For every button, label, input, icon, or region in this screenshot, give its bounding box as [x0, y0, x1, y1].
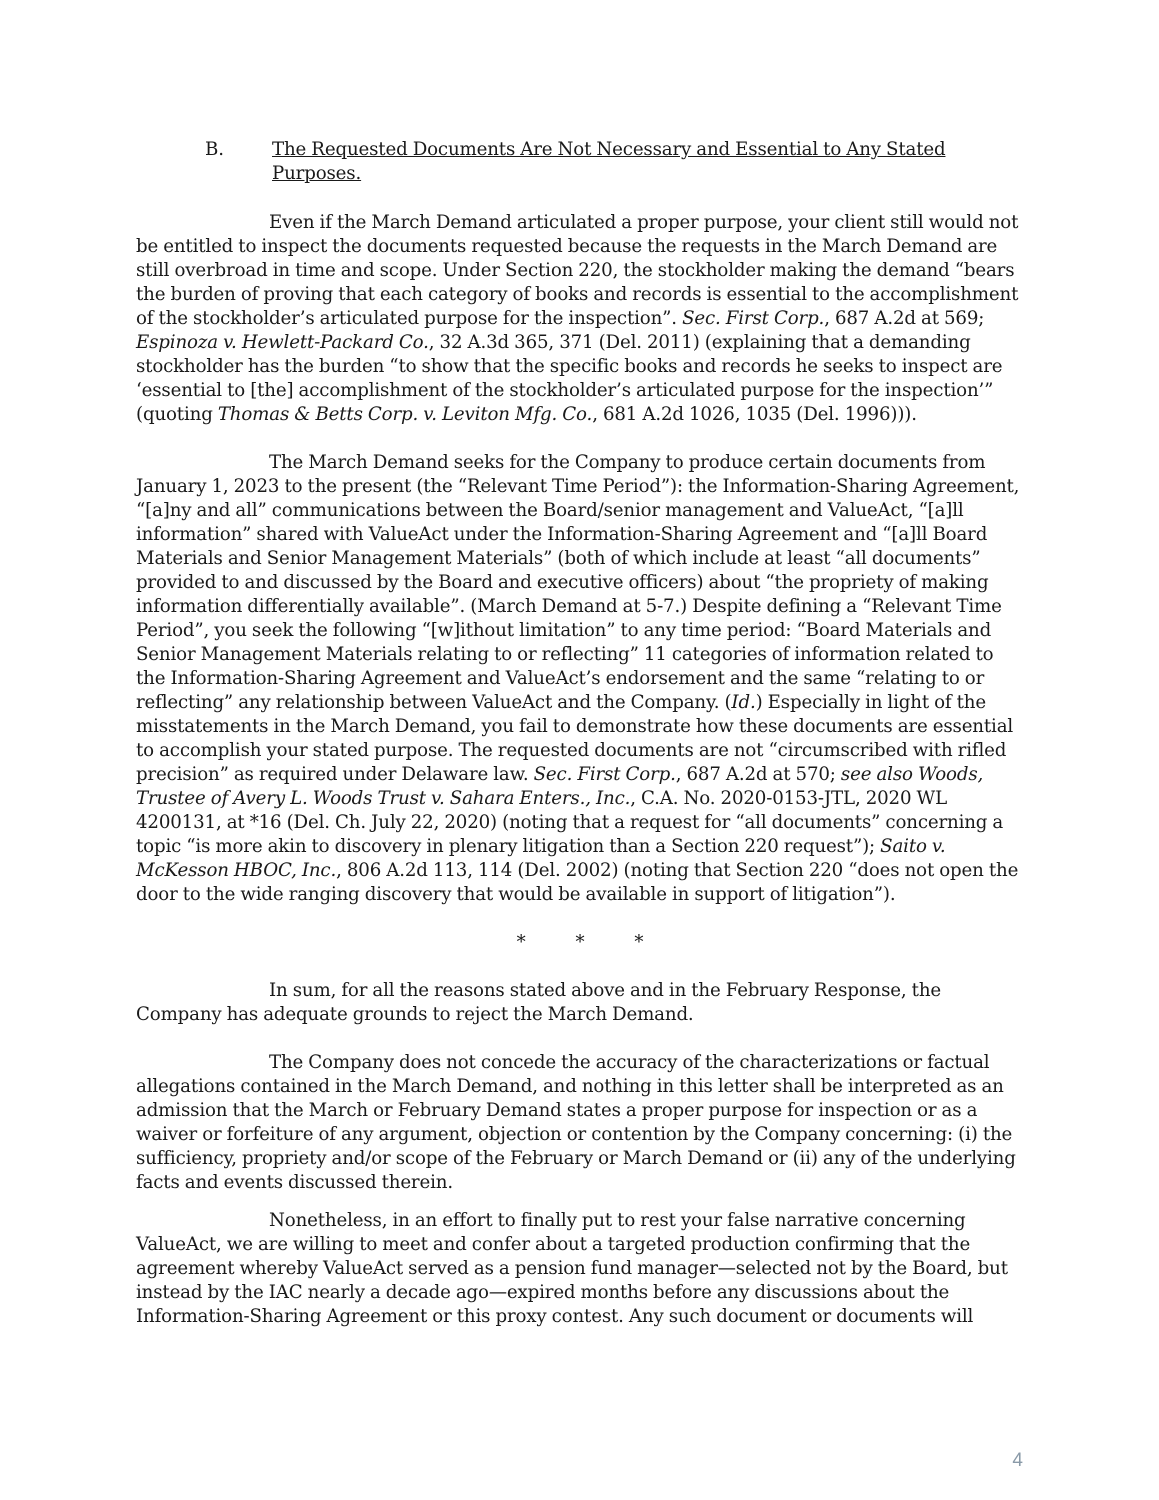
paragraph-burden-of-proof: [136, 211, 1024, 427]
asterisk: *: [634, 932, 644, 953]
p2-citation-4: Saito v. McKesson HBOC, Inc.: [136, 836, 946, 881]
p1-text-1: Even if the March Demand articulated a proper purpose, your client still would not be entitled to inspect the documents requested because the requests in the March Demand are still overbroad in time and scope. Under Section 220, the stockholder making the demand “bears the burden of proving that each category of books and records is essential to the accomplishment of the stockholder’s articulated purpose for the inspection”.: [136, 212, 1019, 329]
asterisk: *: [516, 932, 526, 953]
p1-text-4: , 681 A.2d 1026, 1035 (Del. 1996))).: [592, 404, 917, 425]
paragraph-in-sum: In sum, for all the reasons stated above and in the February Response, the Company has adequate grounds to reject the March Demand.: [136, 980, 941, 1025]
p1-citation-1: Sec. First Corp.: [682, 308, 825, 329]
p2-citation-3: see also Woods, Trustee of Avery L. Woods Trust v. Sahara Enters., Inc.: [136, 764, 984, 809]
p2-text-3: , 687 A.2d at 570;: [675, 764, 841, 785]
page-number: 4: [1012, 1450, 1023, 1471]
p2-text-5: , 806 A.2d 113, 114 (Del. 2002) (noting that Section 220 “does not open the door to the wide ranging discovery that would be available in support of litigation”).: [136, 860, 1019, 905]
asterisk: *: [575, 932, 585, 953]
p1-text-2: , 687 A.2d at 569;: [824, 308, 985, 329]
p2-text-1: The March Demand seeks for the Company to produce certain documents from January 1, 2023 to the present (the “Relevant Time Period”): the Information-Sharing Agreement, “[a]ny and all” communications between the Board/senior management and ValueAct, “[a]ll information” shared with ValueAct under the Information-Sharing Agreement and “[a]ll Board Materials and Senior Management Materials” (both of which include at least “all documents” provided to and discussed by the Board and executive officers) about “the propriety of making information differentially available”. (March Demand at 5-7.) Despite defining a “Relevant Time Period”, you seek the following “[w]ithout limitation” to any time period: “Board Materials and Senior Management Materials relating to or reflecting” 11 categories of information related to the Information-Sharing Agreement and ValueAct’s endorsement and the same “relating to or reflecting” any relationship between ValueAct and the Company. (: [136, 452, 1020, 713]
p1-text-3: , 32 A.3d 365, 371 (Del. 2011) (explaining that a demanding stockholder has the burden “to show that the specific books and records he seeks to inspect are ‘essential to [the] accomplishment of the stockholder’s articulated purpose for the inspection’” (quoting: [136, 332, 1003, 425]
p2-citation-2: Sec. First Corp.: [533, 764, 676, 785]
p1-citation-2: Espinoza v. Hewlett-Packard Co.: [136, 332, 429, 353]
section-break-asterisks: [136, 931, 1024, 955]
paragraph-meet-and-confer: Nonetheless, in an effort to finally put to rest your false narrative concerning ValueAct, we are willing to meet and confer about a targeted production confirming that the agreement whereby ValueAct served as a pension fund manager—selected not by the Board, but instead by the IAC nearly a decade ago—expired months before any discussions about the Information-Sharing Agreement or this proxy contest. Any such document or documents will: [136, 1210, 1008, 1327]
p2-text-2: ) Especially in light of the misstatements in the March Demand, you fail to demonstrate how these documents are essential to accomplish your stated purpose. The requested documents are not “circumscribed with rifled precision” as required under Delaware law.: [136, 692, 1014, 785]
paragraph-no-concession: The Company does not concede the accuracy of the characterizations or factual allegations contained in the March Demand, and nothing in this letter shall be interpreted as an admission that the March or February Demand states a proper purpose for inspection or as a waiver or forfeiture of any argument, objection or contention by the Company concerning: (i) the sufficiency, propriety and/or scope of the February or March Demand or (ii) any of the underlying facts and events discussed therein.: [136, 1052, 1016, 1193]
p2-text-4: , C.A. No. 2020-0153-JTL, 2020 WL 4200131, at *16 (Del. Ch. July 22, 2020) (noting that a request for “all documents” concerning a topic “is more akin to discovery in plenary litigation than a Section 220 request”);: [136, 788, 1004, 857]
section-letter: B.: [205, 139, 224, 160]
section-title: The Requested Documents Are Not Necessary and Essential to Any Stated Purposes.: [272, 139, 946, 184]
p1-citation-3: Thomas & Betts Corp. v. Leviton Mfg. Co.: [217, 404, 593, 425]
section-heading: [136, 138, 1024, 186]
letter-page: [136, 138, 1024, 1329]
p2-citation-1: Id.: [731, 692, 756, 713]
paragraph-relevant-time-period: [136, 451, 1024, 907]
